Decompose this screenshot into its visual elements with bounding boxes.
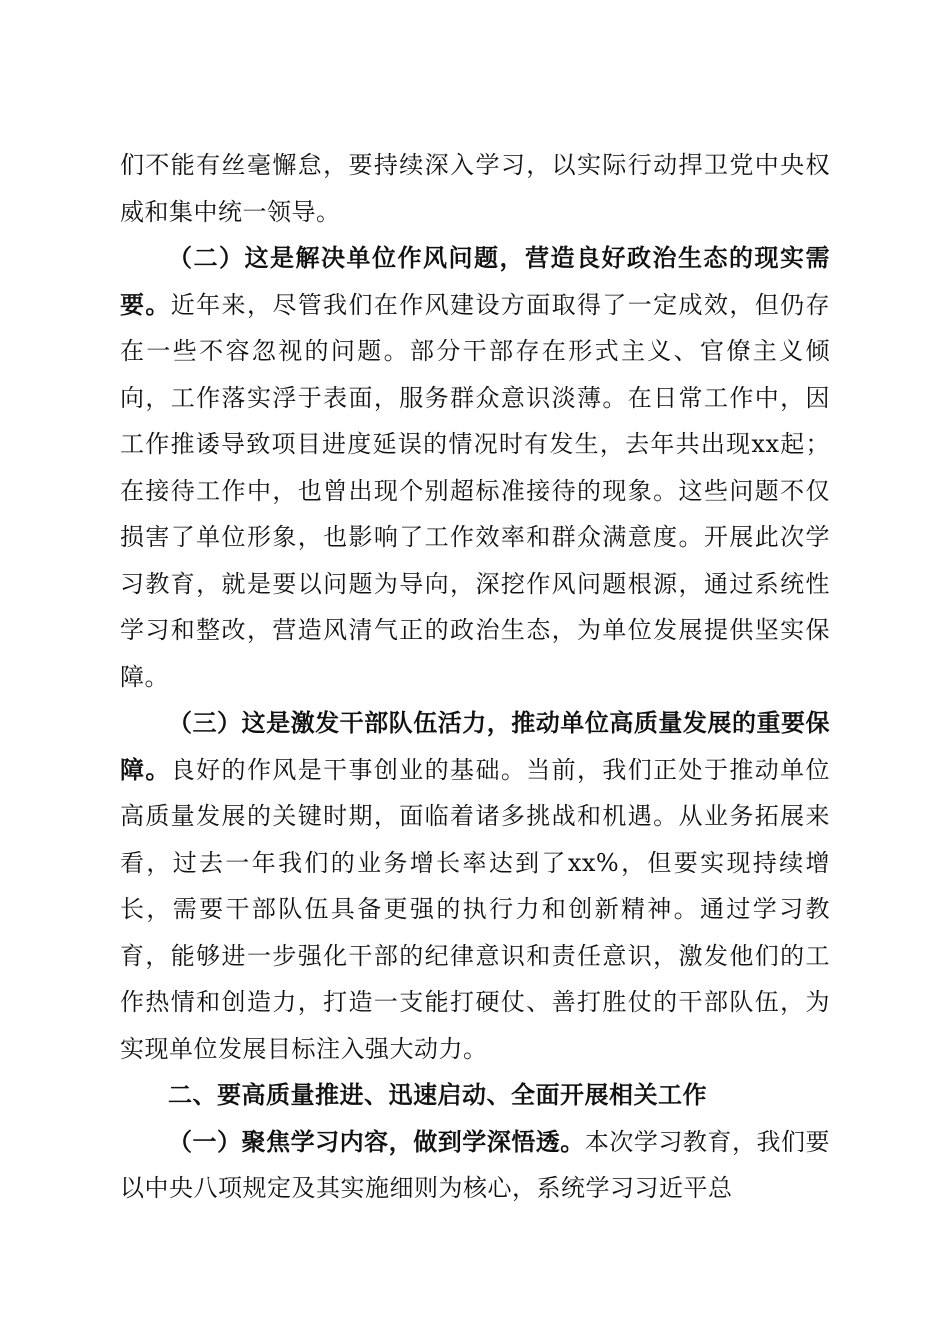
paragraph-lead-sentence: （二）这是解决单位作风问题，营造良好政治生态的现实需要。 <box>120 243 830 319</box>
document-body <box>120 142 830 1212</box>
section-heading: 二、要高质量推进、迅速启动、全面开展相关工作 <box>168 1081 707 1109</box>
paragraph-lead-sentence: （一）聚焦学习内容，做到学深悟透。 <box>168 1126 585 1156</box>
paragraph-continuation <box>120 142 830 235</box>
paragraph-subsection-1 <box>120 1119 830 1212</box>
paragraph-text: 良好的作风是干事创业的基础。当前，我们正处于推动单位高质量发展的关键时期，面临着诸多挑战和机遇。从业务拓展来看，过去一年我们的业务增长率达到了xx%，但要实现持续增长，需要干部队伍具备更强的执行力和创新精神。通过学习教育，能够进一步强化干部的纪律意识和责任意识，激发他们的工作热情和创造力，打造一支能打硬仗、善打胜仗的干部队伍，为实现单位发展目标注入强大动力。 <box>120 755 831 1063</box>
paragraph-section-2 <box>120 235 830 700</box>
paragraph-text: 近年来，尽管我们在作风建设方面取得了一定成效，但仍存在一些不容忽视的问题。部分干部存在形式主义、官僚主义倾向，工作落实浮于表面，服务群众意识淡薄。在日常工作中，因工作推诿导致项目进度延误的情况时有发生，去年共出现xx起；在接待工作中，也曾出现个别超标准接待的现象。这些问题不仅损害了单位形象，也影响了工作效率和群众满意度。开展此次学习教育，就是要以问题为导向，深挖作风问题根源，通过系统性学习和整改，营造风清气正的政治生态，为单位发展提供坚实保障。 <box>120 290 831 691</box>
paragraph-lead-sentence: （三）这是激发干部队伍活力，推动单位高质量发展的重要保障。 <box>120 708 830 784</box>
paragraph-section-3 <box>120 700 830 1072</box>
paragraph-text: 们不能有丝毫懈怠，要持续深入学习，以实际行动捍卫党中央权威和集中统一领导。 <box>120 151 830 226</box>
paragraph-text: 本次学习教育，我们要以中央八项规定及其实施细则为核心，系统学习习近平总 <box>120 1127 831 1202</box>
